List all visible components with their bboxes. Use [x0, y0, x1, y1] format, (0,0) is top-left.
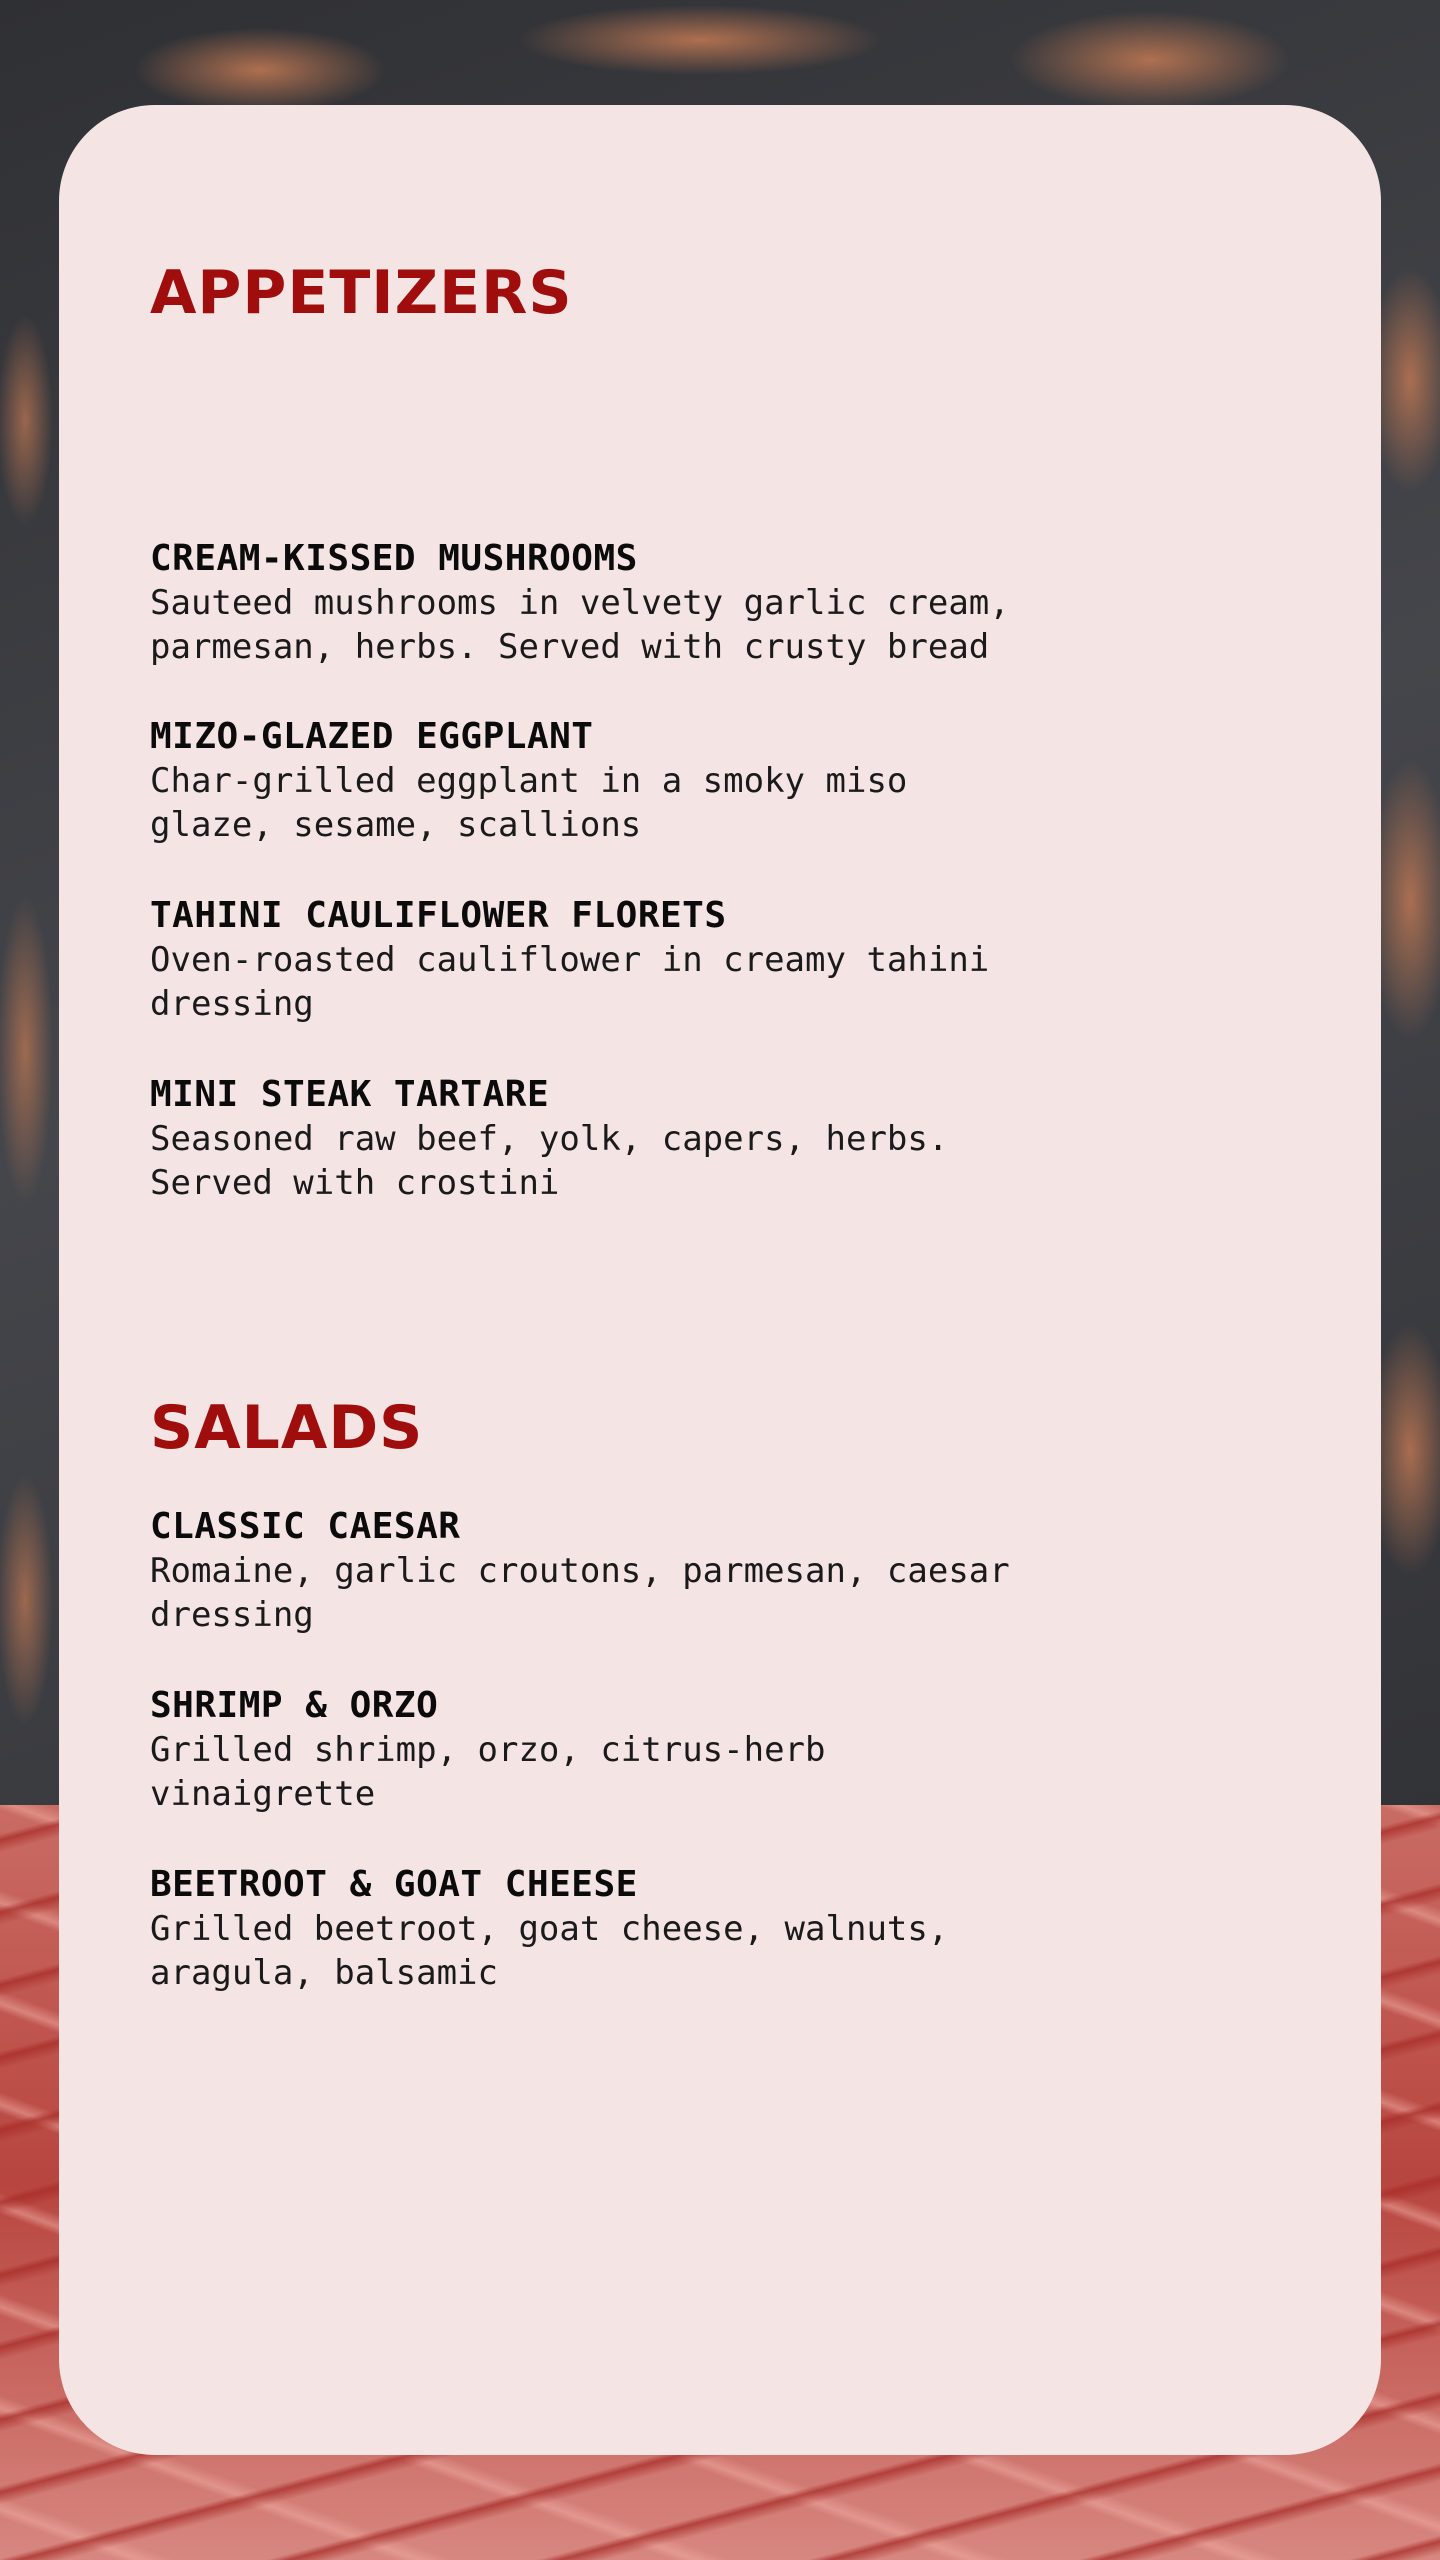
menu-item	[150, 1505, 1250, 1637]
item-description: Oven-roasted cauliflower in creamy tahini dressing	[150, 940, 990, 1024]
item-name: SHRIMP & ORZO	[150, 1685, 439, 1726]
menu-item	[150, 1073, 1250, 1205]
item-description: Grilled beetroot, goat cheese, walnuts, aragula, balsamic	[150, 1909, 949, 1993]
menu-item	[150, 894, 1250, 1026]
menu-item	[150, 537, 1250, 669]
item-description: Romaine, garlic croutons, parmesan, caesar dressing	[150, 1551, 1010, 1635]
item-description: Sauteed mushrooms in velvety garlic cream, parmesan, herbs. Served with crusty bread	[150, 583, 1010, 667]
item-name: TAHINI CAULIFLOWER FLORETS	[150, 895, 727, 936]
section-title-salads: SALADS	[150, 1393, 424, 1463]
item-name: BEETROOT & GOAT CHEESE	[150, 1864, 638, 1905]
item-name: MIZO-GLAZED EGGPLANT	[150, 716, 594, 757]
menu-item	[150, 1863, 1250, 1995]
item-name: MINI STEAK TARTARE	[150, 1074, 550, 1115]
item-description: Grilled shrimp, orzo, citrus-herb vinaigrette	[150, 1730, 826, 1814]
menu-card	[59, 105, 1381, 2455]
menu-item	[150, 715, 1250, 847]
item-name: CREAM-KISSED MUSHROOMS	[150, 538, 638, 579]
item-description: Char-grilled eggplant in a smoky miso glaze, sesame, scallions	[150, 761, 908, 845]
item-name: CLASSIC CAESAR	[150, 1506, 461, 1547]
section-title-appetizers: APPETIZERS	[150, 258, 573, 328]
menu-item	[150, 1684, 1250, 1816]
item-description: Seasoned raw beef, yolk, capers, herbs. Served with crostini	[150, 1119, 949, 1203]
